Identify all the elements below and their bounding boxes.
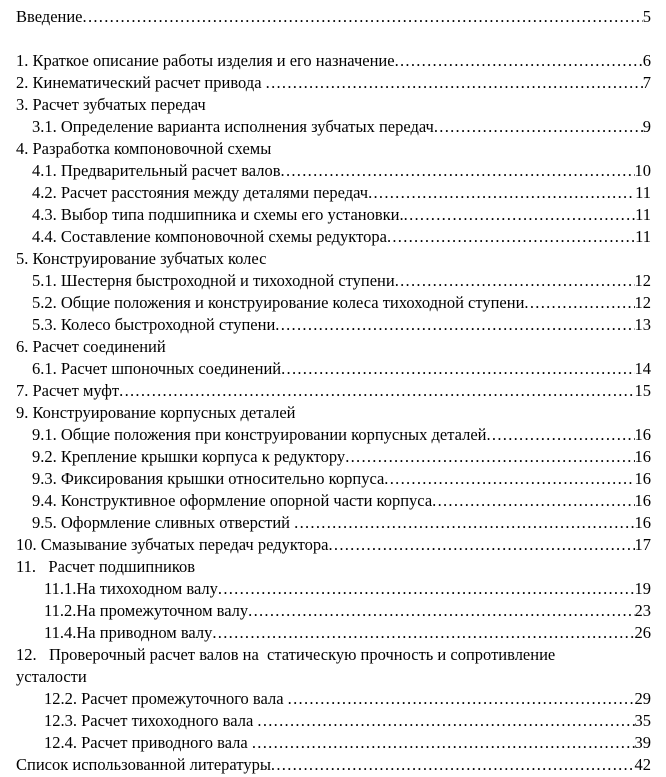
dot-leader [434, 116, 643, 138]
toc-entry-page: 12 [634, 293, 651, 312]
dot-leader [275, 314, 634, 336]
toc-entry-page: 16 [634, 447, 651, 466]
toc-entry[interactable] [16, 424, 651, 446]
toc-entry-page: 11 [635, 227, 651, 246]
dot-leader [218, 578, 635, 600]
toc-entry[interactable] [16, 644, 651, 688]
dot-leader [487, 424, 635, 446]
toc-entry[interactable] [16, 600, 651, 622]
toc-entry-page: 10 [634, 161, 651, 180]
toc-entry-label: 4.4. Составление компоновочной схемы редуктора [32, 227, 387, 246]
toc-entry[interactable] [16, 688, 651, 710]
toc-entry-label: 3.1. Определение варианта исполнения зубчатых передач [32, 117, 434, 136]
toc-entry-label: 4.1. Предварительный расчет валов [32, 161, 281, 180]
dot-leader [368, 182, 635, 204]
toc-entry-label: 9.5. Оформление сливных отверстий [32, 513, 295, 532]
toc-entry-label: 4. Разработка компоновочной схемы [16, 139, 272, 158]
toc-entry-label: 12.3. Расчет тихоходного вала [44, 711, 258, 730]
toc-entry-page: 39 [634, 733, 651, 752]
toc-entry-label: 9.3. Фиксирования крышки относительно корпуса [32, 469, 385, 488]
toc-list [16, 6, 651, 776]
toc-entry[interactable] [16, 138, 651, 160]
dot-leader [212, 622, 634, 644]
toc-entry-label: 11. Расчет подшипников [16, 557, 196, 576]
toc-entry[interactable] [16, 336, 651, 358]
toc-entry[interactable] [16, 446, 651, 468]
toc-entry[interactable] [16, 116, 651, 138]
toc-entry-label: 12.4. Расчет приводного вала [44, 733, 252, 752]
dot-leader [384, 468, 634, 490]
toc-entry-page: 11 [635, 183, 651, 202]
dot-leader [395, 270, 635, 292]
toc-entry[interactable] [16, 160, 651, 182]
toc-entry-label: 9.4. Конструктивное оформление опорной части корпуса [32, 491, 433, 510]
toc-entry-label: 1. Краткое описание работы изделия и его назначение [16, 51, 395, 70]
toc-entry[interactable] [16, 622, 651, 644]
toc-entry-label: 10. Смазывание зубчатых передач редуктора [16, 535, 329, 554]
dot-leader [328, 534, 634, 556]
toc-entry[interactable] [16, 556, 651, 578]
toc-entry[interactable] [16, 6, 651, 28]
toc-entry-label: 7. Расчет муфт [16, 381, 120, 400]
toc-entry-label: 12. Проверочный расчет валов на статическую прочность и сопротивление [16, 645, 556, 664]
toc-entry-label: 12.2. Расчет промежуточного вала [44, 689, 288, 708]
toc-entry[interactable] [16, 182, 651, 204]
toc-entry[interactable] [16, 402, 651, 424]
toc-entry[interactable] [16, 490, 651, 512]
toc-entry-label: 6.1. Расчет шпоночных соединений [32, 359, 282, 378]
dot-leader [257, 710, 634, 732]
toc-entry-page: 23 [634, 601, 651, 620]
dot-leader [281, 160, 635, 182]
toc-entry-label-line2: усталости [16, 667, 87, 686]
dot-leader [83, 6, 643, 28]
toc-entry-page: 6 [642, 51, 651, 70]
toc-entry[interactable] [16, 204, 651, 226]
dot-leader [266, 72, 643, 94]
dot-leader [294, 512, 634, 534]
toc-entry-page: 11 [635, 205, 651, 224]
toc-entry[interactable] [16, 512, 651, 534]
dot-leader [345, 446, 634, 468]
dot-leader [432, 490, 634, 512]
dot-leader [404, 204, 635, 226]
toc-entry-page: 42 [634, 755, 651, 774]
toc-entry-page: 14 [634, 359, 651, 378]
toc-entry-page: 16 [634, 469, 651, 488]
toc-entry[interactable] [16, 50, 651, 72]
toc-entry-label: 9.2. Крепление крышки корпуса к редуктору [32, 447, 346, 466]
toc-entry[interactable] [16, 226, 651, 248]
toc-entry[interactable] [16, 248, 651, 270]
toc-entry-page: 9 [642, 117, 651, 136]
toc-entry-label: 4.2. Расчет расстояния между деталями передач [32, 183, 369, 202]
toc-entry-page: 16 [634, 491, 651, 510]
toc-entry-label: 11.4.На приводном валу [44, 623, 213, 642]
toc-entry-label: 5.3. Колесо быстроходной ступени [32, 315, 276, 334]
dot-leader [395, 50, 643, 72]
dot-leader [271, 754, 635, 776]
toc-entry[interactable] [16, 578, 651, 600]
toc-entry[interactable] [16, 270, 651, 292]
toc-entry[interactable] [16, 72, 651, 94]
toc-entry-label: 5.2. Общие положения и конструирование колеса тихоходной ступени [32, 293, 525, 312]
dot-leader [524, 292, 634, 314]
toc-entry-label: 5.1. Шестерня быстроходной и тихоходной ступени [32, 271, 395, 290]
toc-entry-label: 11.2.На промежуточном валу [44, 601, 249, 620]
toc-entry[interactable] [16, 732, 651, 754]
toc-entry-page: 17 [634, 535, 651, 554]
toc-entry-label: 4.3. Выбор типа подшипника и схемы его установки. [32, 205, 404, 224]
toc-entry[interactable] [16, 292, 651, 314]
toc-entry-label: 2. Кинематический расчет привода [16, 73, 266, 92]
toc-entry[interactable] [16, 314, 651, 336]
toc-entry-page: 5 [642, 7, 651, 26]
toc-entry-label: 5. Конструирование зубчатых колес [16, 249, 267, 268]
dot-leader [281, 358, 634, 380]
toc-entry-label: 6. Расчет соединений [16, 337, 166, 356]
toc-entry-label: 9. Конструирование корпусных деталей [16, 403, 296, 422]
toc-entry-label: Список использованной литературы [16, 755, 271, 774]
toc-entry-label: 11.1.На тихоходном валу [44, 579, 218, 598]
dot-leader [288, 688, 635, 710]
toc-entry[interactable] [16, 710, 651, 732]
toc-entry-page: 16 [634, 425, 651, 444]
toc-entry-label: 9.1. Общие положения при конструировании корпусных деталей [32, 425, 487, 444]
toc-entry[interactable] [16, 358, 651, 380]
toc-entry-page: 19 [634, 579, 651, 598]
toc-entry-page: 15 [634, 381, 651, 400]
toc-entry-page: 29 [634, 689, 651, 708]
toc-entry-page: 16 [634, 513, 651, 532]
dot-leader [119, 380, 634, 402]
toc-entry-label: 3. Расчет зубчатых передач [16, 95, 206, 114]
dot-leader [248, 600, 634, 622]
toc-entry[interactable] [16, 380, 651, 402]
toc-entry-page: 35 [634, 711, 651, 730]
toc-entry-page: 13 [634, 315, 651, 334]
toc-entry-page: 7 [642, 73, 651, 92]
toc-entry-page: 12 [634, 271, 651, 290]
toc-entry[interactable] [16, 94, 651, 116]
toc-entry-label: Введение [16, 7, 83, 26]
toc-entry[interactable] [16, 468, 651, 490]
toc-entry-page: 26 [634, 623, 651, 642]
dot-leader [252, 732, 635, 754]
toc-entry[interactable] [16, 754, 651, 776]
toc-entry[interactable] [16, 534, 651, 556]
dot-leader [387, 226, 635, 248]
